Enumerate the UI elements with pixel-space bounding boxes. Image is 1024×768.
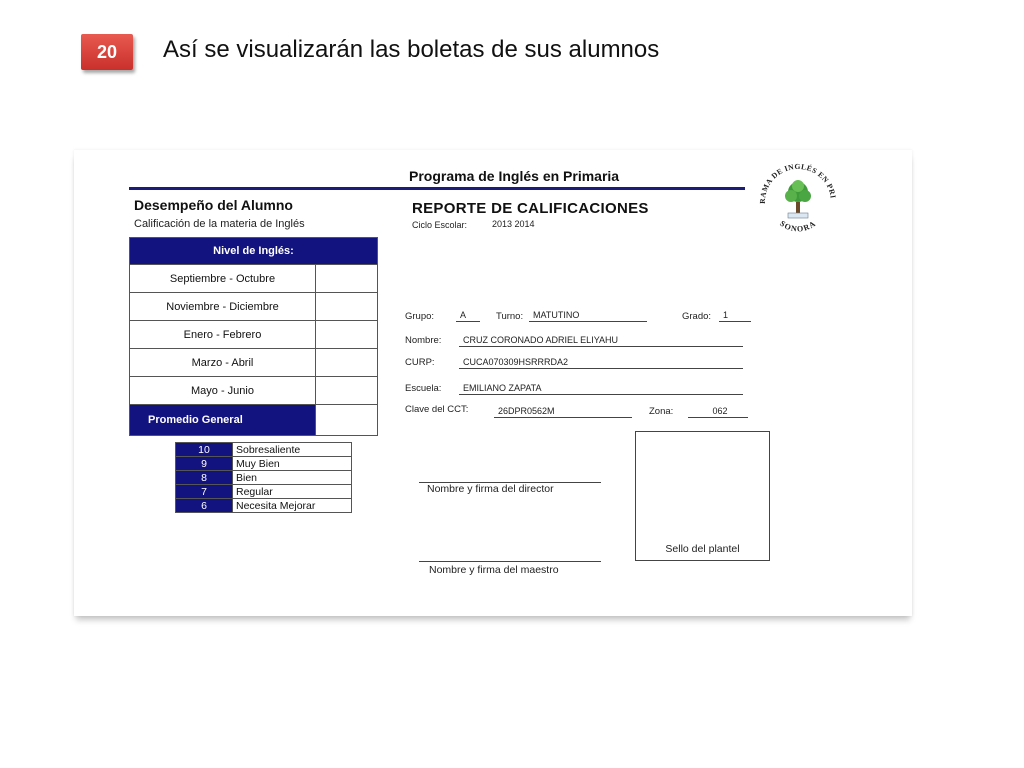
general-average-label: Promedio General: [130, 405, 316, 436]
nombre-value: CRUZ CORONADO ADRIEL ELIYAHU: [459, 334, 743, 347]
grado-value: 1: [719, 309, 751, 322]
turno-value: MATUTINO: [529, 309, 647, 322]
performance-subheading: Calificación de la materia de Inglés: [134, 218, 305, 230]
slide-title: Así se visualizarán las boletas de sus alumnos: [163, 36, 660, 63]
month-row-grade: [316, 321, 378, 349]
cct-label: Clave del CCT:: [405, 404, 469, 415]
cct-value: 26DPR0562M: [494, 405, 632, 418]
month-row-label: Enero - Febrero: [130, 321, 316, 349]
scale-value: 6: [176, 499, 233, 513]
curp-label: CURP:: [405, 357, 435, 368]
month-row-grade: [316, 265, 378, 293]
scale-label: Necesita Mejorar: [233, 499, 352, 513]
level-table-header: Nivel de Inglés:: [130, 238, 378, 265]
escuela-label: Escuela:: [405, 383, 442, 394]
scale-label: Bien: [233, 471, 352, 485]
grado-label: Grado:: [682, 311, 712, 322]
scale-label: Sobresaliente: [233, 443, 352, 457]
teacher-signature-label: Nombre y firma del maestro: [429, 564, 559, 576]
zona-label: Zona:: [649, 406, 674, 417]
performance-heading: Desempeño del Alumno: [134, 197, 293, 213]
month-row-label: Septiembre - Octubre: [130, 265, 316, 293]
month-row-label: Mayo - Junio: [130, 377, 316, 405]
program-title: Programa de Inglés en Primaria: [409, 168, 620, 184]
scale-value: 9: [176, 457, 233, 471]
month-row-grade: [316, 293, 378, 321]
scale-label: Regular: [233, 485, 352, 499]
turno-label: Turno:: [496, 311, 524, 322]
report-card-image: [74, 150, 912, 616]
scale-label: Muy Bien: [233, 457, 352, 471]
month-row-label: Marzo - Abril: [130, 349, 316, 377]
svg-text:SONORA: SONORA: [778, 218, 818, 234]
cycle-value: 2013 2014: [492, 219, 535, 229]
cycle-label: Ciclo Escolar:: [412, 220, 468, 230]
grupo-label: Grupo:: [405, 311, 435, 322]
school-stamp-box: [635, 431, 770, 561]
school-stamp-label: Sello del plantel: [665, 543, 740, 555]
month-row-label: Noviembre - Diciembre: [130, 293, 316, 321]
escuela-value: EMILIANO ZAPATA: [459, 382, 743, 395]
general-average-value: [316, 405, 378, 436]
zona-value: 062: [688, 405, 748, 418]
header-rule: [129, 187, 745, 190]
month-row-grade: [316, 349, 378, 377]
grupo-value: A: [456, 309, 480, 322]
nombre-label: Nombre:: [405, 335, 442, 346]
scale-value: 10: [176, 443, 233, 457]
english-level-table: [129, 237, 378, 436]
svg-text:PROGRAMA DE INGLÉS EN PRIMARIA: RAMA DE INGLÉS EN PRI: [757, 161, 838, 204]
teacher-signature-line: [419, 561, 601, 562]
scale-value: 7: [176, 485, 233, 499]
grade-scale-table: [175, 442, 352, 513]
program-seal-logo: [751, 158, 845, 240]
director-signature-label: Nombre y firma del director: [427, 483, 554, 495]
slide-number-badge: 20: [81, 34, 133, 70]
month-row-grade: [316, 377, 378, 405]
curp-value: CUCA070309HSRRRDA2: [459, 356, 743, 369]
report-title: REPORTE DE CALIFICACIONES: [412, 200, 649, 217]
scale-value: 8: [176, 471, 233, 485]
